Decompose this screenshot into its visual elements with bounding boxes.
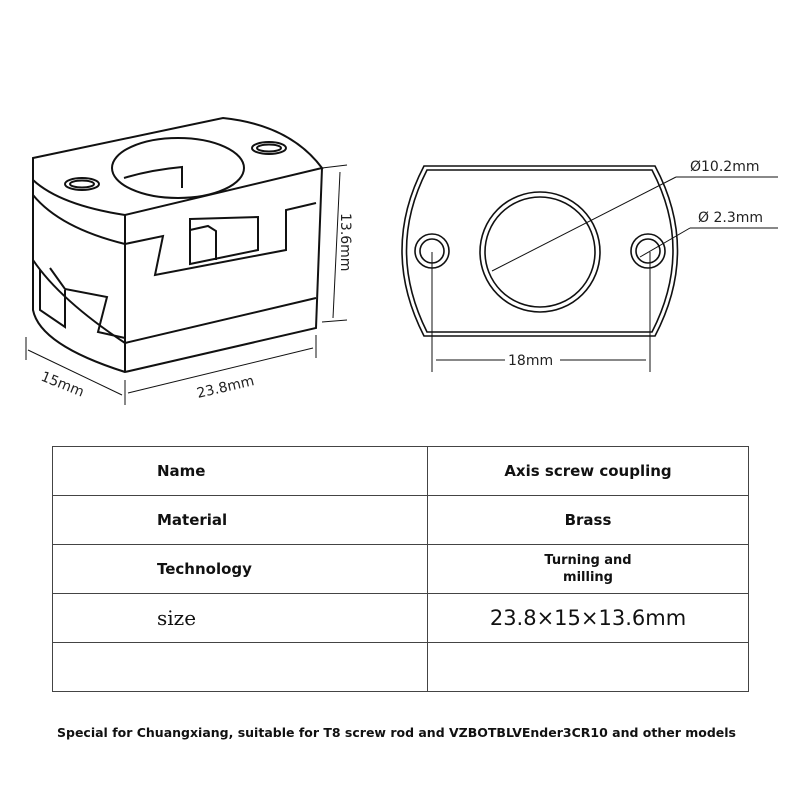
row-label <box>53 643 428 692</box>
top-view-drawing <box>402 166 678 336</box>
isometric-part-drawing <box>33 118 322 372</box>
row-value: 23.8×15×13.6mm <box>428 594 749 643</box>
value-line: Turning and <box>544 553 632 568</box>
bore-diameter-label: Ø10.2mm <box>690 159 760 175</box>
table-row <box>53 594 749 643</box>
spec-table <box>52 446 749 692</box>
depth-dimension-label: 15mm <box>38 368 87 401</box>
hole-spacing-label: 18mm <box>508 353 554 369</box>
row-value <box>428 643 749 692</box>
table-row <box>53 496 749 545</box>
row-label: size <box>53 594 428 643</box>
value-line: milling <box>563 570 613 585</box>
row-value: Brass <box>428 496 749 545</box>
height-dimension-label: 13.6mm <box>337 213 353 272</box>
table-row <box>53 643 749 692</box>
row-label: Material <box>53 496 428 545</box>
row-value: Axis screw coupling <box>428 447 749 496</box>
hole-diameter-label: Ø 2.3mm <box>698 210 764 226</box>
table-row <box>53 447 749 496</box>
row-label: Name <box>53 447 428 496</box>
table-row <box>53 545 749 594</box>
row-value <box>428 545 749 594</box>
width-dimension-label: 23.8mm <box>195 373 256 402</box>
row-label: Technology <box>53 545 428 594</box>
compatibility-note: Special for Chuangxiang, suitable for T8 screw rod and VZBOTBLVEnder3CR10 and other models <box>57 725 736 740</box>
